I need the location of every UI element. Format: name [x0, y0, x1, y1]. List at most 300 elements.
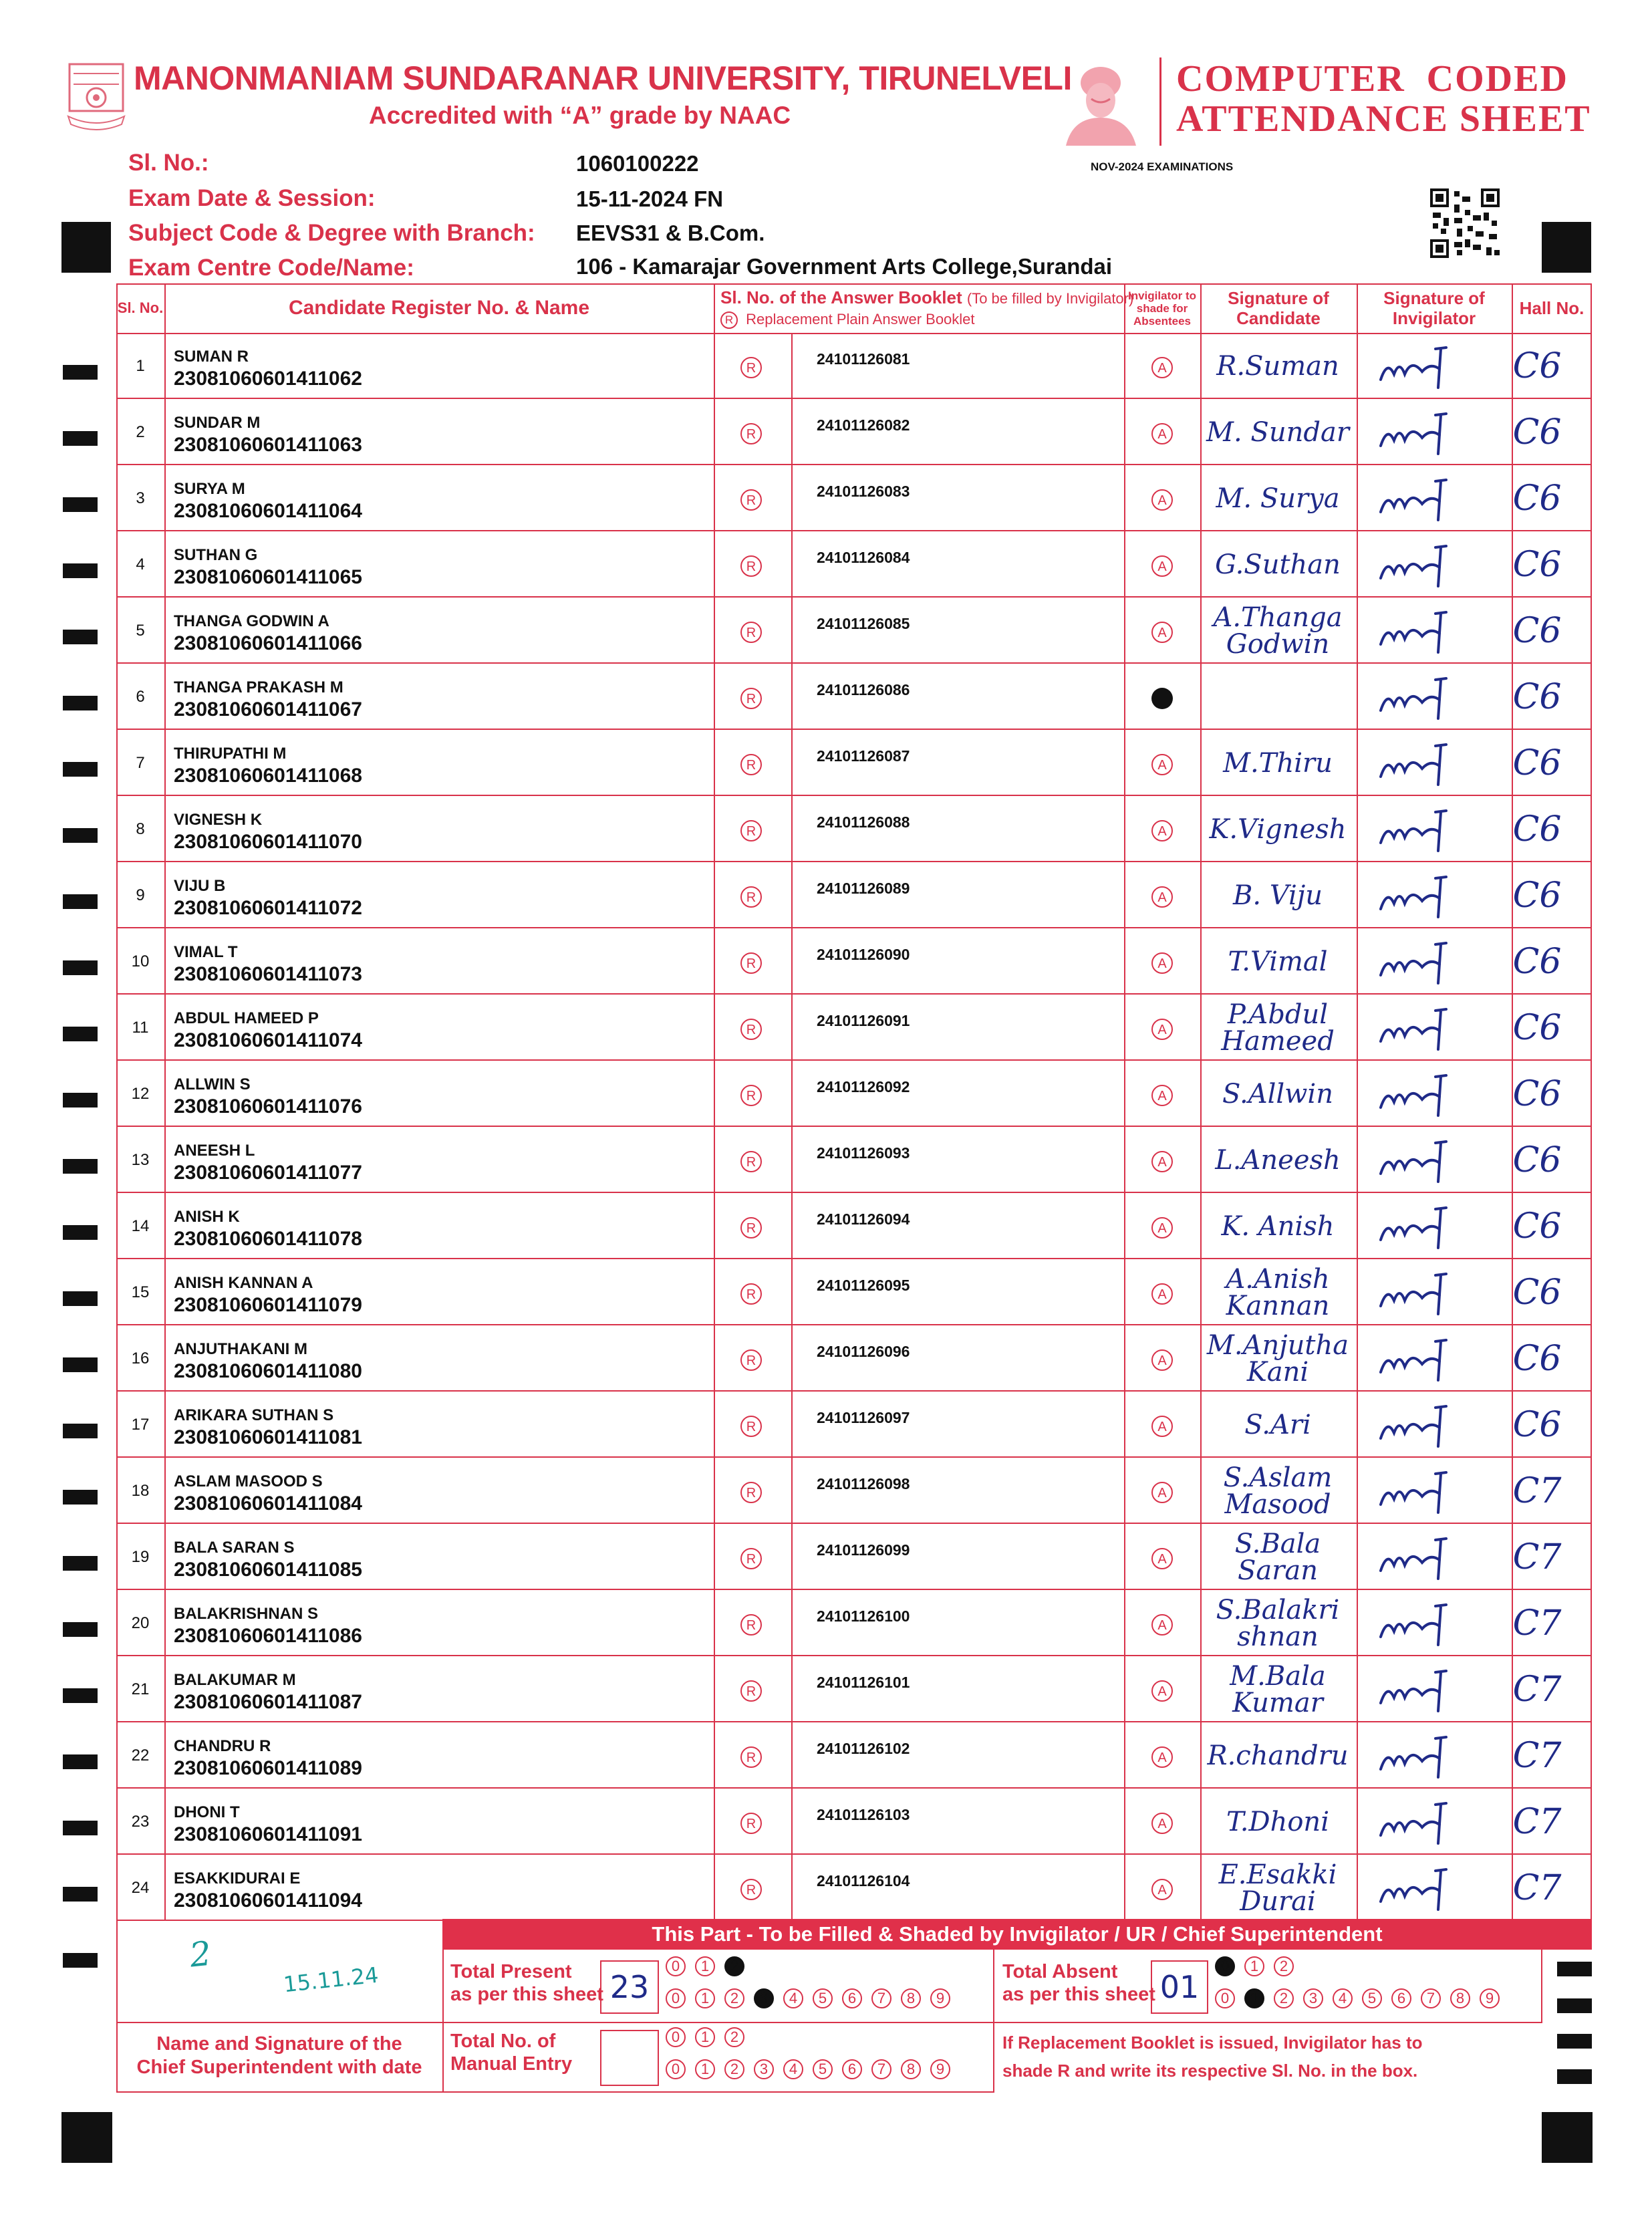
- absent-bubble-icon[interactable]: [1150, 819, 1174, 843]
- row-sl-no: 10: [131, 952, 150, 970]
- register-no: 23081060601411073: [174, 963, 362, 985]
- replacement-r-bubble-icon[interactable]: [740, 886, 763, 908]
- timing-tick: [63, 497, 98, 512]
- candidate-name: VIMAL T: [174, 943, 238, 961]
- footer-border: [116, 2091, 994, 2093]
- register-no: 23081060601411065: [174, 566, 362, 588]
- hall-no: C6: [1512, 1404, 1562, 1445]
- absent-bubble-icon[interactable]: [1150, 1348, 1174, 1372]
- manual-entry-label: Total No. of Manual Entry: [450, 2031, 573, 2075]
- table-row: [116, 1392, 1592, 1458]
- table-row: [116, 796, 1592, 862]
- table-row: [116, 333, 1592, 399]
- bubble-1[interactable]: 1: [1244, 1988, 1264, 2008]
- svg-text:A: A: [1157, 1750, 1167, 1765]
- register-no: 23081060601411070: [174, 831, 362, 853]
- replacement-r-bubble-icon[interactable]: [740, 819, 763, 842]
- total-present-box[interactable]: 23: [600, 1960, 659, 2014]
- svg-text:A: A: [1157, 427, 1167, 442]
- subject-value: EEVS31 & B.Com.: [576, 221, 765, 245]
- svg-text:R: R: [746, 1221, 756, 1236]
- absent-bubble-icon[interactable]: [1150, 1017, 1174, 1041]
- replacement-r-bubble-icon[interactable]: [740, 1680, 763, 1702]
- footer-border: [116, 2022, 1542, 2023]
- replacement-note: If Replacement Booklet is issued, Invigilator has to shade R and write its respective Sl. No. in the box.: [1002, 2033, 1423, 2081]
- hall-no: C6: [1512, 1140, 1562, 1180]
- svg-text:R: R: [746, 1486, 756, 1500]
- register-no: 23081060601411086: [174, 1625, 362, 1647]
- replacement-r-bubble-icon[interactable]: [740, 1746, 763, 1769]
- absent-bubble-icon[interactable]: [1150, 1547, 1174, 1571]
- header-booklet-note: (To be filled by Invigilator): [966, 289, 1134, 307]
- candidate-name: SURYA M: [174, 480, 245, 498]
- header-candidate-signature: Signature of Candidate: [1228, 288, 1329, 328]
- bubble-7[interactable]: 7: [1421, 1988, 1441, 2008]
- absent-bubble-icon[interactable]: [1150, 488, 1174, 512]
- bubble-1[interactable]: 1: [695, 2027, 715, 2047]
- absent-bubble-icon[interactable]: [1150, 356, 1174, 380]
- replacement-r-bubble-icon[interactable]: [740, 1481, 763, 1504]
- row-sl-no: 8: [136, 819, 145, 838]
- register-no: 23081060601411077: [174, 1162, 362, 1184]
- timing-tick: [63, 431, 98, 446]
- register-no: 23081060601411084: [174, 1492, 362, 1515]
- bubble-8[interactable]: 8: [901, 1988, 921, 2008]
- svg-text:A: A: [1157, 493, 1167, 508]
- absent-bubble-icon[interactable]: [1150, 686, 1174, 710]
- invigilator-signature: [1361, 796, 1478, 862]
- timing-tick: [63, 1424, 98, 1438]
- timing-tick: [63, 1291, 98, 1306]
- bubble-4[interactable]: 4: [1333, 1988, 1353, 2008]
- register-no: 23081060601411072: [174, 897, 362, 919]
- table-row: [116, 730, 1592, 796]
- total-absent-label: Total Absent as per this sheet: [1002, 1961, 1155, 2005]
- hall-no: C7: [1512, 1537, 1562, 1577]
- hall-no: C6: [1512, 346, 1562, 386]
- bubble-8[interactable]: 8: [901, 2059, 921, 2079]
- candidate-signature: M. Surya: [1216, 483, 1340, 514]
- bubble-0[interactable]: 0: [666, 2027, 686, 2047]
- svg-text:A: A: [1157, 1486, 1167, 1500]
- candidate-signature: K.Vignesh: [1209, 813, 1347, 845]
- candidate-name: BALAKRISHNAN S: [174, 1605, 318, 1623]
- svg-text:A: A: [1157, 890, 1167, 905]
- replacement-r-bubble-icon[interactable]: [740, 1216, 763, 1239]
- replacement-r-bubble-icon[interactable]: [740, 1150, 763, 1173]
- bubble-5[interactable]: 5: [813, 2059, 833, 2079]
- bubble-3[interactable]: 3: [754, 1988, 774, 2008]
- absent-bubble-icon[interactable]: [1150, 1414, 1174, 1438]
- bubble-2[interactable]: 2: [724, 1988, 744, 2008]
- booklet-no: 24101126083: [817, 483, 910, 500]
- row-sl-no: 3: [136, 489, 145, 507]
- replacement-r-bubble-icon[interactable]: [740, 1084, 763, 1107]
- bubble-7[interactable]: 7: [871, 2059, 891, 2079]
- footer-border: [993, 1950, 994, 2093]
- invigilator-signature: [1361, 730, 1478, 796]
- table-row: [116, 1458, 1592, 1524]
- replacement-r-bubble-icon[interactable]: [740, 621, 763, 644]
- invigilator-signature: [1361, 1855, 1478, 1921]
- replacement-r-bubble-icon[interactable]: [740, 1349, 763, 1372]
- timing-tick: [63, 1357, 98, 1372]
- bubble-2[interactable]: 2: [1274, 1988, 1294, 2008]
- bubble-9[interactable]: 9: [930, 1988, 950, 2008]
- timing-tick: [63, 365, 98, 380]
- bubble-9[interactable]: 9: [930, 2059, 950, 2079]
- bubble-2[interactable]: 2: [724, 2059, 744, 2079]
- row-sl-no: 12: [131, 1084, 150, 1103]
- bubble-2[interactable]: 2: [1274, 1956, 1294, 1976]
- svg-text:A: A: [1157, 1420, 1167, 1434]
- bubble-3[interactable]: 3: [1303, 1988, 1323, 2008]
- bubble-1[interactable]: 1: [695, 2059, 715, 2079]
- invigilator-signature: [1361, 1789, 1478, 1855]
- invigilator-signature: [1361, 465, 1478, 531]
- manual-units-bubbles: [666, 2059, 960, 2079]
- bubble-0[interactable]: 0: [666, 1988, 686, 2008]
- absent-bubble-icon[interactable]: [1150, 885, 1174, 909]
- bubble-0[interactable]: 0: [1215, 1956, 1235, 1976]
- candidate-signature: M.Thiru: [1223, 747, 1333, 779]
- hall-no: C6: [1512, 743, 1562, 783]
- header-divider: [1159, 57, 1161, 146]
- svg-text:R: R: [746, 692, 756, 706]
- timing-tick: [63, 696, 98, 710]
- bubble-3[interactable]: 3: [754, 2059, 774, 2079]
- chief-label: Name and Signature of the Chief Superintendent with date: [136, 2033, 422, 2078]
- booklet-no: 24101126098: [817, 1475, 910, 1492]
- bubble-8[interactable]: 8: [1450, 1988, 1470, 2008]
- bubble-6[interactable]: 6: [842, 2059, 862, 2079]
- row-sl-no: 14: [131, 1216, 150, 1235]
- candidate-signature: G.Suthan: [1215, 549, 1341, 580]
- svg-text:R: R: [746, 626, 756, 640]
- svg-text:A: A: [1157, 1618, 1167, 1633]
- hall-no: C7: [1512, 1735, 1562, 1776]
- header-sl: Sl. No.: [117, 299, 164, 316]
- candidate-name: ANEESH L: [174, 1142, 255, 1160]
- register-no: 23081060601411063: [174, 434, 362, 456]
- svg-text:A: A: [1157, 758, 1167, 773]
- bubble-1[interactable]: 1: [695, 1988, 715, 2008]
- bubble-4[interactable]: 4: [783, 1988, 803, 2008]
- timing-mark: [1542, 222, 1591, 273]
- timing-tick: [63, 1093, 98, 1107]
- svg-text:R: R: [746, 1089, 756, 1103]
- table-row: [116, 862, 1592, 928]
- row-sl-no: 5: [136, 621, 145, 640]
- accreditation-text: Accredited with “A” grade by NAAC: [369, 102, 791, 129]
- candidate-name: ABDUL HAMEED P: [174, 1009, 319, 1027]
- candidate-signature: K. Anish: [1221, 1210, 1335, 1242]
- candidate-name: SUTHAN G: [174, 546, 258, 564]
- chief-signature: 2: [188, 1934, 213, 1975]
- candidate-signature: L.Aneesh: [1215, 1144, 1341, 1176]
- invigilator-signature: [1361, 862, 1478, 928]
- bubble-6[interactable]: 6: [842, 1988, 862, 2008]
- replacement-r-bubble-icon[interactable]: [740, 1547, 763, 1570]
- absent-bubble-icon[interactable]: [1150, 422, 1174, 446]
- invigilator-signature: [1361, 1656, 1478, 1722]
- svg-text:R: R: [746, 1287, 756, 1302]
- absent-units-bubbles: [1215, 1988, 1509, 2008]
- replacement-r-bubble-icon[interactable]: [740, 753, 763, 776]
- candidate-name: SUMAN R: [174, 348, 249, 366]
- hall-no: C6: [1512, 1007, 1562, 1048]
- absent-bubble-icon[interactable]: [1150, 1216, 1174, 1240]
- table-row: [116, 1061, 1592, 1127]
- candidate-signature: S.Allwin: [1222, 1078, 1333, 1110]
- svg-text:R: R: [746, 1618, 756, 1633]
- register-no: 23081060601411080: [174, 1360, 362, 1382]
- timing-tick: [63, 1754, 98, 1769]
- row-sl-no: 22: [131, 1746, 150, 1765]
- replacement-r-bubble-icon[interactable]: [740, 1415, 763, 1438]
- bubble-1[interactable]: 1: [695, 1956, 715, 1976]
- booklet-no: 24101126091: [817, 1012, 910, 1029]
- svg-text:R: R: [746, 361, 756, 376]
- bubble-2[interactable]: 2: [724, 2027, 744, 2047]
- table-row: [116, 598, 1592, 664]
- founder-portrait-icon: [1059, 56, 1143, 146]
- svg-text:A: A: [1157, 1353, 1167, 1368]
- table-row: [116, 399, 1592, 465]
- booklet-no: 24101126099: [817, 1541, 910, 1559]
- candidate-name: THANGA PRAKASH M: [174, 678, 343, 696]
- svg-text:R: R: [746, 758, 756, 773]
- candidate-name: SUNDAR M: [174, 414, 261, 432]
- svg-text:R: R: [746, 1750, 756, 1765]
- invigilator-signature: [1361, 1127, 1478, 1193]
- svg-text:R: R: [746, 1552, 756, 1567]
- candidate-name: THANGA GODWIN A: [174, 612, 329, 630]
- booklet-no: 24101126090: [817, 946, 910, 963]
- absent-bubble-icon[interactable]: [1150, 1679, 1174, 1703]
- footer-border: [1541, 1950, 1542, 2023]
- absent-bubble-icon[interactable]: [1150, 1811, 1174, 1835]
- present-units-bubbles: [666, 1988, 960, 2008]
- bubble-0[interactable]: 0: [666, 2059, 686, 2079]
- row-sl-no: 2: [136, 422, 145, 441]
- absent-bubble-icon[interactable]: [1150, 1083, 1174, 1107]
- timing-mark: [61, 2112, 112, 2163]
- absent-bubble-icon[interactable]: [1150, 951, 1174, 975]
- centre-value: 106 - Kamarajar Government Arts College,Surandai: [576, 254, 1113, 279]
- svg-text:A: A: [1157, 956, 1167, 971]
- bubble-1[interactable]: 1: [1244, 1956, 1264, 1976]
- invigilator-signature: [1361, 1524, 1478, 1590]
- row-sl-no: 11: [132, 1018, 149, 1037]
- booklet-no: 24101126084: [817, 549, 910, 566]
- timing-tick: [63, 1159, 98, 1174]
- absent-bubble-icon[interactable]: [1150, 1150, 1174, 1174]
- absent-bubble-icon[interactable]: [1150, 1480, 1174, 1505]
- header-booklet-sub: Replacement Plain Answer Booklet: [746, 310, 975, 328]
- svg-text:R: R: [746, 1684, 756, 1699]
- hall-no: C6: [1512, 1073, 1562, 1114]
- svg-text:R: R: [746, 1023, 756, 1037]
- invigilator-signature: [1361, 1722, 1478, 1789]
- absent-bubble-icon[interactable]: [1150, 753, 1174, 777]
- absent-bubble-icon[interactable]: [1150, 1745, 1174, 1769]
- replacement-r-bubble-icon[interactable]: [740, 1283, 763, 1305]
- svg-text:A: A: [1157, 1684, 1167, 1699]
- svg-text:R: R: [746, 1883, 756, 1898]
- bubble-0[interactable]: 0: [1215, 1988, 1235, 2008]
- table-row: [116, 1259, 1592, 1325]
- register-no: 23081060601411076: [174, 1095, 362, 1118]
- hall-no: C6: [1512, 610, 1562, 651]
- row-sl-no: 16: [131, 1349, 150, 1367]
- row-sl-no: 21: [131, 1680, 150, 1698]
- bubble-0[interactable]: 0: [666, 1956, 686, 1976]
- register-no: 23081060601411064: [174, 500, 362, 522]
- svg-text:R: R: [746, 824, 756, 839]
- candidate-signature: R.chandru: [1207, 1740, 1349, 1771]
- register-no: 23081060601411094: [174, 1889, 362, 1912]
- invigilator-signature: [1361, 1325, 1478, 1392]
- invigilator-signature: [1361, 333, 1478, 399]
- booklet-no: 24101126081: [817, 350, 910, 368]
- invigilator-signature: [1361, 1458, 1478, 1524]
- hall-no: C6: [1512, 809, 1562, 850]
- bubble-5[interactable]: 5: [1362, 1988, 1382, 2008]
- candidate-name: CHANDRU R: [174, 1737, 271, 1755]
- total-absent-box[interactable]: 01: [1151, 1960, 1208, 2014]
- row-sl-no: 20: [131, 1613, 150, 1632]
- svg-text:A: A: [1157, 1023, 1167, 1037]
- timing-tick: [63, 1688, 98, 1703]
- invigilator-signature: [1361, 1061, 1478, 1127]
- candidate-signature: R.Suman: [1216, 350, 1339, 382]
- candidate-name: THIRUPATHI M: [174, 745, 287, 763]
- replacement-r-bubble-icon[interactable]: [740, 1812, 763, 1835]
- replacement-r-bubble-icon[interactable]: [740, 555, 763, 577]
- replacement-r-bubble-icon[interactable]: [740, 687, 763, 710]
- register-no: 23081060601411089: [174, 1757, 362, 1779]
- timing-tick: [63, 1622, 98, 1637]
- candidate-signature: T.Dhoni: [1226, 1806, 1329, 1837]
- booklet-no: 24101126093: [817, 1144, 910, 1162]
- timing-tick: [63, 1225, 98, 1240]
- candidate-name: ESAKKIDURAI E: [174, 1869, 301, 1887]
- row-sl-no: 4: [136, 555, 145, 573]
- replacement-r-bubble-icon[interactable]: [740, 422, 763, 445]
- invigilator-signature: [1361, 928, 1478, 995]
- header-candidate: Candidate Register No. & Name: [288, 297, 590, 319]
- bubble-9[interactable]: 9: [1480, 1988, 1500, 2008]
- sheet-title-line2: ATTENDANCE SHEET: [1176, 98, 1591, 140]
- booklet-no: 24101126085: [817, 615, 910, 632]
- row-sl-no: 24: [131, 1878, 150, 1897]
- register-no: 23081060601411079: [174, 1294, 362, 1316]
- replacement-r-bubble-icon[interactable]: [740, 1613, 763, 1636]
- exam-date-value: 15-11-2024 FN: [576, 186, 724, 211]
- row-sl-no: 9: [136, 886, 145, 904]
- timing-tick: [63, 894, 98, 909]
- hall-no: C6: [1512, 478, 1562, 519]
- svg-text:R: R: [746, 1353, 756, 1368]
- svg-text:A: A: [1157, 1221, 1167, 1236]
- candidate-signature: A.Thanga Godwin: [1213, 602, 1343, 660]
- candidate-signature: A.Anish Kannan: [1226, 1263, 1330, 1321]
- sheet-title: [1176, 59, 1591, 139]
- bubble-5[interactable]: 5: [813, 1988, 833, 2008]
- replacement-r-bubble-icon[interactable]: [740, 1018, 763, 1041]
- present-tens-bubbles: [666, 1956, 754, 1976]
- booklet-no: 24101126094: [817, 1210, 910, 1228]
- table-row: [116, 995, 1592, 1061]
- candidate-name: VIJU B: [174, 877, 226, 895]
- timing-tick: [63, 563, 98, 578]
- invigilator-signature: [1361, 598, 1478, 664]
- bubble-6[interactable]: 6: [1391, 1988, 1411, 2008]
- header-hall: Hall No.: [1519, 298, 1585, 318]
- booklet-no: 24101126101: [817, 1674, 910, 1691]
- row-sl-no: 6: [136, 687, 145, 706]
- absent-bubble-icon[interactable]: [1150, 1282, 1174, 1306]
- absent-bubble-icon[interactable]: [1150, 554, 1174, 578]
- invigilator-signature: [1361, 1590, 1478, 1656]
- table-row: [116, 928, 1592, 995]
- register-no: 23081060601411067: [174, 698, 362, 721]
- replacement-r-bubble-icon[interactable]: [740, 1878, 763, 1901]
- hall-no: C7: [1512, 1603, 1562, 1644]
- absent-bubble-icon[interactable]: [1150, 620, 1174, 644]
- bubble-4[interactable]: 4: [783, 2059, 803, 2079]
- candidate-signature: S.Balakri shnan: [1216, 1594, 1340, 1652]
- hall-no: C6: [1512, 875, 1562, 916]
- candidate-signature: T.Vimal: [1228, 946, 1328, 977]
- register-no: 23081060601411066: [174, 632, 362, 654]
- candidate-name: ANJUTHAKANI M: [174, 1340, 307, 1358]
- bubble-7[interactable]: 7: [871, 1988, 891, 2008]
- svg-text:R: R: [746, 559, 756, 574]
- register-no: 23081060601411081: [174, 1426, 362, 1448]
- booklet-no: 24101126100: [817, 1607, 910, 1625]
- timing-tick: [63, 960, 98, 975]
- replacement-r-bubble-icon[interactable]: [740, 356, 763, 379]
- hall-no: C6: [1512, 1272, 1562, 1313]
- hall-no: C6: [1512, 1206, 1562, 1247]
- row-sl-no: 15: [131, 1283, 150, 1301]
- candidate-signature: S.Bala Saran: [1234, 1528, 1321, 1586]
- replacement-r-bubble-icon[interactable]: [740, 489, 763, 511]
- bubble-2[interactable]: 2: [724, 1956, 744, 1976]
- sl-no-value: 1060100222: [576, 151, 699, 176]
- invigilator-signature: [1361, 531, 1478, 598]
- svg-text:R: R: [746, 1420, 756, 1434]
- candidate-name: VIGNESH K: [174, 811, 263, 829]
- table-row: [116, 1590, 1592, 1656]
- register-no: 23081060601411074: [174, 1029, 362, 1051]
- candidate-name: ANISH KANNAN A: [174, 1274, 313, 1292]
- booklet-no: 24101126102: [817, 1740, 910, 1757]
- absent-bubble-icon[interactable]: [1150, 1877, 1174, 1902]
- svg-text:A: A: [1157, 824, 1167, 839]
- svg-text:R: R: [746, 493, 756, 508]
- absent-bubble-icon[interactable]: [1150, 1613, 1174, 1637]
- candidate-signature: S.Ari: [1244, 1409, 1311, 1440]
- svg-text:A: A: [1157, 1883, 1167, 1898]
- header-booklet: [714, 283, 1134, 333]
- replacement-r-bubble-icon[interactable]: [740, 952, 763, 974]
- manual-entry-box[interactable]: [600, 2030, 659, 2086]
- row-sl-no: 18: [131, 1481, 150, 1500]
- university-logo-icon: [64, 60, 128, 135]
